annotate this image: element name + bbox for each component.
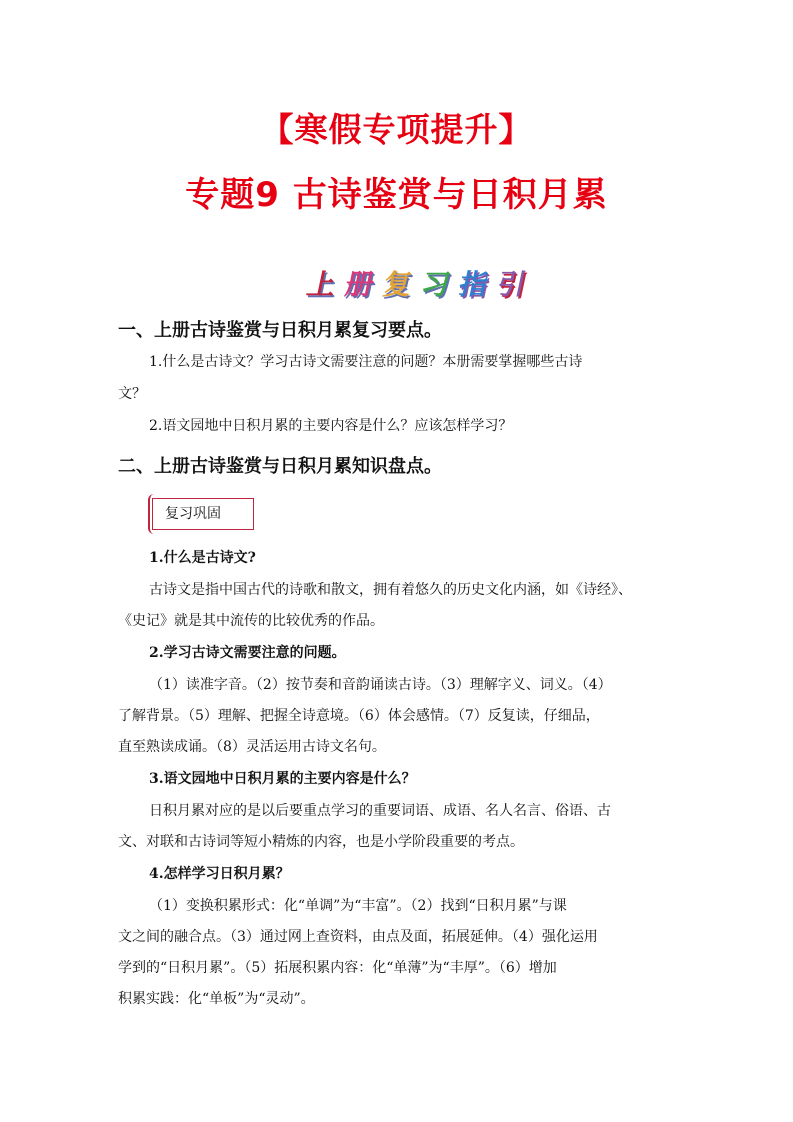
item-2-title: 2.学习古诗文需要注意的问题。 [149, 645, 346, 661]
item-2-line: （1）读准字音。（2）按节奏和音韵诵读古诗。（3）理解字义、词义。（4） [149, 677, 612, 693]
item-2-line: 了解背景。（5）理解、把握全诗意境。（6）体会感情。（7）反复读，仔细品， [118, 708, 600, 724]
item-4-line: 积累实践：化“单板”为“灵动”。 [118, 991, 315, 1007]
review-guide-banner [304, 262, 540, 304]
section-2-heading: 二、上册古诗鉴赏与日积月累知识盘点。 [118, 456, 442, 477]
section-1-question-1-cont: 文？ [118, 386, 146, 402]
item-1-line: 古诗文是指中国古代的诗歌和散文，拥有着悠久的历史文化内涵，如《诗经》、 [149, 582, 632, 598]
item-3-line: 文、对联和古诗词等短小精炼的内容，也是小学阶段重要的考点。 [118, 834, 524, 850]
item-3-title: 3.语文园地中日积月累的主要内容是什么？ [149, 771, 416, 787]
item-4-title: 4.怎样学习日积月累？ [149, 866, 290, 882]
item-2-line: 直至熟读成诵。（8）灵活运用古诗文名句。 [118, 739, 386, 755]
document-subtitle: 专题9 古诗鉴赏与日积月累 [185, 175, 608, 215]
section-1-question-2: 2.语文园地中日积月累的主要内容是什么？应该怎样学习？ [149, 418, 513, 434]
document-title: 【寒假专项提升】 [260, 110, 533, 149]
banner-char: 册 [342, 268, 388, 301]
item-1-title: 1.什么是古诗文? [149, 550, 256, 566]
item-3-line: 日积月累对应的是以后要重点学习的重要词语、成语、名人名言、俗语、古 [149, 803, 611, 819]
section-1-question-1: 1.什么是古诗文？学习古诗文需要注意的问题？本册需要掌握哪些古诗 [149, 354, 583, 370]
item-4-line: （1）变换积累形式：化“单调”为“丰富”。（2）找到“日积月累”与课 [149, 898, 567, 914]
item-1-line: 《史记》就是其中流传的比较优秀的作品。 [118, 613, 384, 629]
review-label-box: 复习巩固 [152, 498, 254, 530]
item-4-line: 学到的“日积月累”。（5）拓展积累内容：化“单薄”为“丰厚”。（6）增加 [118, 960, 557, 976]
banner-char: 习 [418, 268, 464, 301]
banner-char: 引 [494, 268, 540, 301]
section-1-heading: 一、上册古诗鉴赏与日积月累复习要点。 [118, 320, 442, 341]
banner-char: 指 [456, 268, 502, 301]
banner-char: 上 [304, 268, 350, 301]
item-4-line: 文之间的融合点。（3）通过网上查资料，由点及面，拓展延伸。（4）强化运用 [118, 929, 598, 945]
banner-char: 复 [380, 268, 426, 301]
